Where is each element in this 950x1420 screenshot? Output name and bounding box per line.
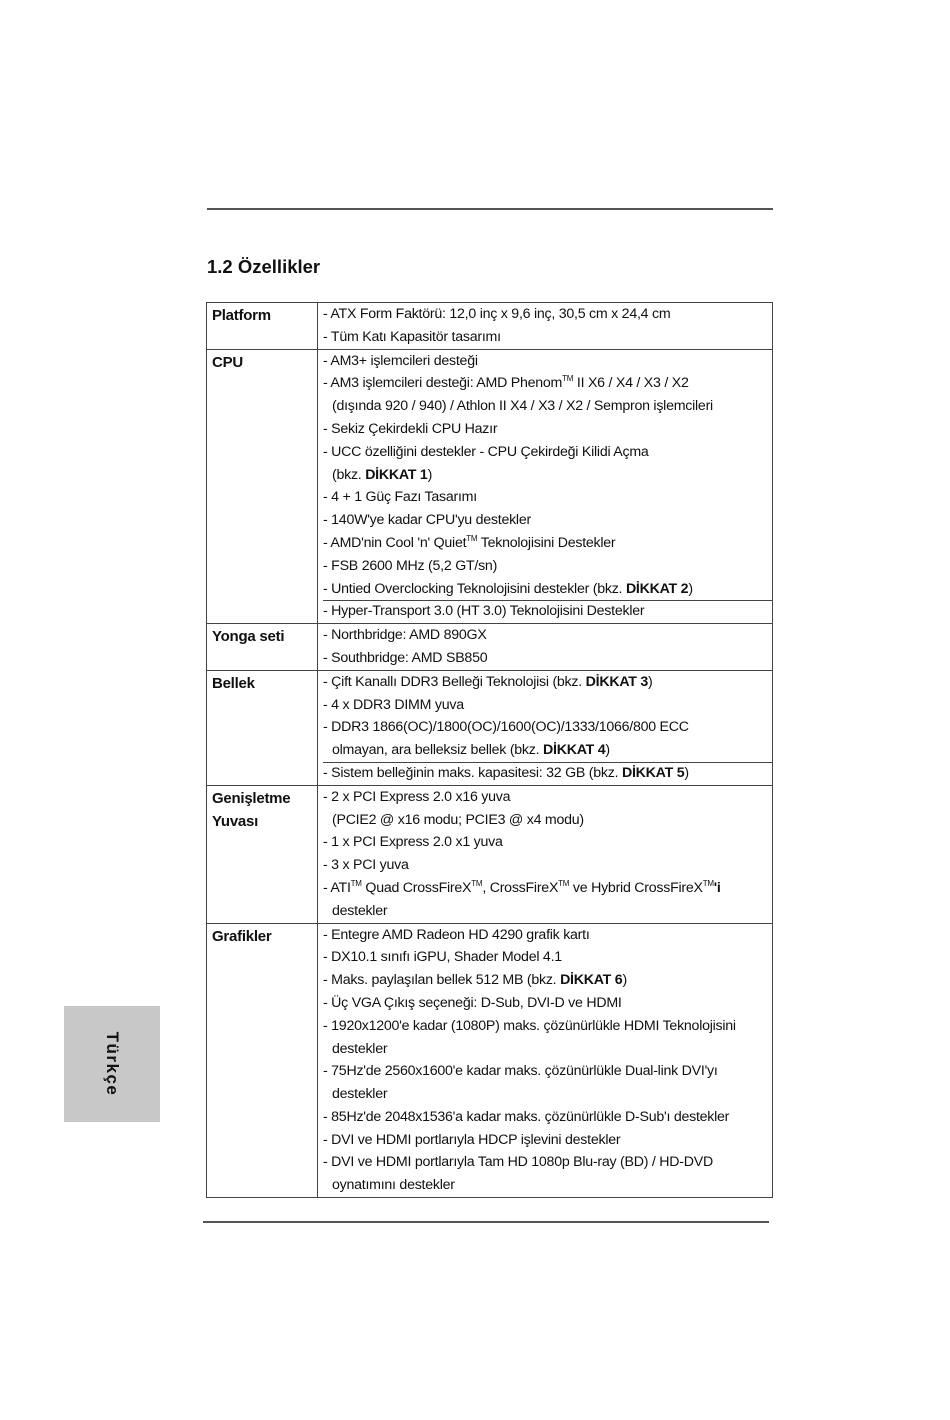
spec-text: - 4 x DDR3 DIMM yuva bbox=[323, 696, 464, 713]
note-reference: DİKKAT 4 bbox=[543, 742, 606, 759]
spec-item bbox=[323, 624, 772, 647]
trademark-mark: TM bbox=[558, 878, 570, 888]
spec-text: , CrossFireX bbox=[482, 879, 559, 896]
trademark-mark: TM bbox=[702, 878, 714, 888]
spec-text: - ATX Form Faktörü: 12,0 inç x 9,6 inç, 30,5 cm x 24,4 cm bbox=[323, 306, 671, 322]
spec-item bbox=[323, 854, 772, 877]
spec-text: - 2 x PCI Express 2.0 x16 yuva bbox=[323, 788, 511, 805]
spec-label-line: Yonga seti bbox=[212, 628, 285, 646]
spec-item bbox=[323, 694, 772, 717]
note-reference: DİKKAT 5 bbox=[621, 764, 685, 781]
spec-text: - Untied Overclocking Teknolojisini destekler (bkz. bbox=[323, 580, 626, 597]
spec-item bbox=[323, 992, 772, 1015]
spec-row bbox=[207, 923, 773, 1198]
spec-text: olmayan, ara belleksiz bellek (bkz. bbox=[332, 742, 544, 759]
spec-item bbox=[323, 900, 772, 923]
spec-text: - FSB 2600 MHz (5,2 GT/sn) bbox=[323, 557, 498, 574]
section-title: 1.2 Özellikler bbox=[207, 256, 321, 277]
spec-text: oynatımını destekler bbox=[332, 1177, 455, 1194]
spec-item bbox=[323, 739, 772, 763]
spec-item bbox=[323, 578, 772, 602]
spec-items bbox=[318, 670, 773, 785]
note-reference: DİKKAT 1 bbox=[365, 466, 428, 483]
spec-text: - UCC özelliğini destekler - CPU Çekirdeği Kilidi Açma bbox=[323, 443, 649, 460]
spec-item bbox=[323, 464, 772, 487]
spec-item bbox=[323, 831, 772, 854]
spec-text: - DX10.1 sınıfı iGPU, Shader Model 4.1 bbox=[323, 949, 562, 966]
note-reference: DİKKAT 6 bbox=[560, 972, 623, 989]
language-tab bbox=[64, 1006, 160, 1122]
spec-item bbox=[323, 924, 772, 947]
spec-item bbox=[323, 1015, 772, 1038]
spec-label bbox=[207, 349, 318, 624]
spec-items bbox=[318, 923, 773, 1198]
spec-item bbox=[323, 532, 772, 555]
spec-item bbox=[323, 969, 772, 992]
spec-text: II X6 / X4 / X3 / X2 bbox=[573, 375, 689, 392]
spec-items bbox=[318, 349, 773, 624]
language-tab-label: Türkçe bbox=[103, 1031, 122, 1097]
spec-item bbox=[323, 762, 772, 785]
spec-item bbox=[323, 1060, 772, 1083]
spec-text: (dışında 920 / 940) / Athlon II X4 / X3 / X2 / Sempron işlemcileri bbox=[332, 398, 713, 415]
spec-items bbox=[318, 303, 773, 350]
spec-items bbox=[318, 624, 773, 671]
spec-row bbox=[207, 303, 773, 350]
spec-label-line: Grafikler bbox=[212, 927, 272, 945]
spec-items bbox=[318, 785, 773, 923]
spec-text: - Entegre AMD Radeon HD 4290 grafik kartı bbox=[323, 926, 590, 943]
note-reference: DİKKAT 2 bbox=[625, 580, 689, 597]
spec-text: ) bbox=[622, 972, 627, 989]
spec-text: Teknolojisini Destekler bbox=[477, 534, 616, 551]
trademark-mark: TM bbox=[562, 374, 574, 384]
spec-text: - AMD'nin Cool 'n' Quiet bbox=[323, 534, 467, 551]
spec-item bbox=[323, 1038, 772, 1061]
spec-item bbox=[323, 809, 772, 832]
spec-text: - 1920x1200'e kadar (1080P) maks. çözünürlükle HDMI Teknolojisini bbox=[323, 1017, 736, 1034]
spec-text: ) bbox=[684, 764, 689, 781]
spec-row bbox=[207, 785, 773, 923]
spec-text: - 1 x PCI Express 2.0 x1 yuva bbox=[323, 834, 503, 851]
spec-item bbox=[323, 716, 772, 739]
spec-text: - 3 x PCI yuva bbox=[323, 857, 409, 874]
spec-item bbox=[323, 555, 772, 578]
spec-item bbox=[323, 1106, 772, 1129]
spec-label bbox=[207, 303, 318, 350]
note-reference: DİKKAT 3 bbox=[585, 673, 649, 690]
spec-text: ve Hybrid CrossFireX bbox=[569, 879, 703, 896]
spec-label-line: Platform bbox=[212, 307, 271, 324]
spec-label bbox=[207, 670, 318, 785]
spec-text: ) bbox=[427, 466, 433, 483]
spec-text: - Sekiz Çekirdekli CPU Hazır bbox=[323, 420, 498, 437]
spec-item bbox=[323, 418, 772, 441]
spec-item bbox=[323, 350, 772, 373]
footer-rule bbox=[203, 1221, 769, 1223]
spec-item bbox=[323, 509, 772, 532]
spec-label bbox=[207, 785, 318, 923]
spec-label bbox=[207, 624, 318, 671]
spec-text: destekler bbox=[332, 1086, 388, 1103]
spec-text: ) bbox=[688, 580, 693, 597]
spec-text: (bkz. bbox=[332, 466, 366, 483]
spec-item bbox=[323, 647, 772, 670]
spec-text: - Northbridge: AMD 890GX bbox=[323, 627, 487, 644]
spec-item bbox=[323, 600, 772, 623]
trademark-mark: TM bbox=[471, 878, 483, 888]
spec-text: (PCIE2 @ x16 modu; PCIE3 @ x4 modu) bbox=[332, 811, 584, 828]
trademark-mark: TM bbox=[350, 878, 362, 888]
spec-item bbox=[323, 441, 772, 464]
spec-item bbox=[323, 877, 772, 900]
trademark-mark: TM bbox=[466, 533, 478, 543]
spec-text: destekler bbox=[332, 902, 388, 919]
spec-item bbox=[323, 946, 772, 969]
spec-item bbox=[323, 395, 772, 418]
spec-text: - Üç VGA Çıkış seçeneği: D-Sub, DVI-D ve HDMI bbox=[323, 994, 622, 1011]
spec-label bbox=[207, 923, 318, 1198]
spec-text: - Hyper-Transport 3.0 (HT 3.0) Teknolojisini Destekler bbox=[323, 603, 645, 620]
spec-item bbox=[323, 671, 772, 694]
spec-text: - AM3+ işlemcileri desteği bbox=[323, 352, 478, 369]
spec-text: - Sistem belleğinin maks. kapasitesi: 32 GB (bkz. bbox=[323, 764, 622, 781]
spec-item bbox=[323, 1083, 772, 1106]
spec-text: - DVI ve HDMI portlarıyla Tam HD 1080p Blu-ray (BD) / HD-DVD bbox=[323, 1154, 713, 1171]
spec-text: ) bbox=[605, 742, 610, 759]
spec-text: - AM3 işlemcileri desteği: AMD Phenom bbox=[323, 375, 563, 392]
spec-label-line: Genişletme bbox=[212, 789, 291, 807]
spec-text: ) bbox=[648, 673, 653, 690]
spec-item bbox=[323, 1129, 772, 1152]
spec-text: - Tüm Katı Kapasitör tasarımı bbox=[323, 328, 501, 345]
spec-item bbox=[323, 486, 772, 509]
spec-item bbox=[323, 1174, 772, 1197]
spec-text: - Çift Kanallı DDR3 Belleği Teknolojisi (bkz. bbox=[323, 673, 586, 690]
spec-row bbox=[207, 624, 773, 671]
note-reference: 'i bbox=[713, 879, 721, 896]
spec-item bbox=[323, 303, 772, 326]
spec-text: - Southbridge: AMD SB850 bbox=[323, 649, 488, 666]
spec-row bbox=[207, 349, 773, 624]
spec-label-line: Yuvası bbox=[212, 812, 259, 830]
spec-text: - DVI ve HDMI portlarıyla HDCP işlevini destekler bbox=[323, 1131, 621, 1148]
spec-item bbox=[323, 786, 772, 809]
spec-text: - 85Hz'de 2048x1536'a kadar maks. çözünürlükle D-Sub'ı destekler bbox=[323, 1108, 730, 1125]
spec-text: - Maks. paylaşılan bellek 512 MB (bkz. bbox=[323, 972, 561, 989]
spec-row bbox=[207, 670, 773, 785]
specifications-table bbox=[206, 302, 773, 1198]
header-rule bbox=[207, 208, 773, 210]
spec-text: - 4 + 1 Güç Fazı Tasarımı bbox=[323, 489, 477, 506]
spec-item bbox=[323, 1151, 772, 1174]
spec-label-line: Bellek bbox=[212, 674, 255, 692]
spec-item bbox=[323, 326, 772, 349]
spec-text: - DDR3 1866(OC)/1800(OC)/1600(OC)/1333/1066/800 ECC bbox=[323, 719, 689, 736]
spec-text: - 75Hz'de 2560x1600'e kadar maks. çözünürlükle Dual-link DVI'yı bbox=[323, 1063, 718, 1080]
spec-text: - ATI bbox=[323, 879, 351, 896]
spec-text: destekler bbox=[332, 1040, 388, 1057]
spec-item bbox=[323, 372, 772, 395]
spec-text: - 140W'ye kadar CPU'yu destekler bbox=[323, 512, 531, 529]
spec-text: Quad CrossFireX bbox=[361, 879, 472, 896]
spec-label-line: CPU bbox=[212, 353, 243, 371]
